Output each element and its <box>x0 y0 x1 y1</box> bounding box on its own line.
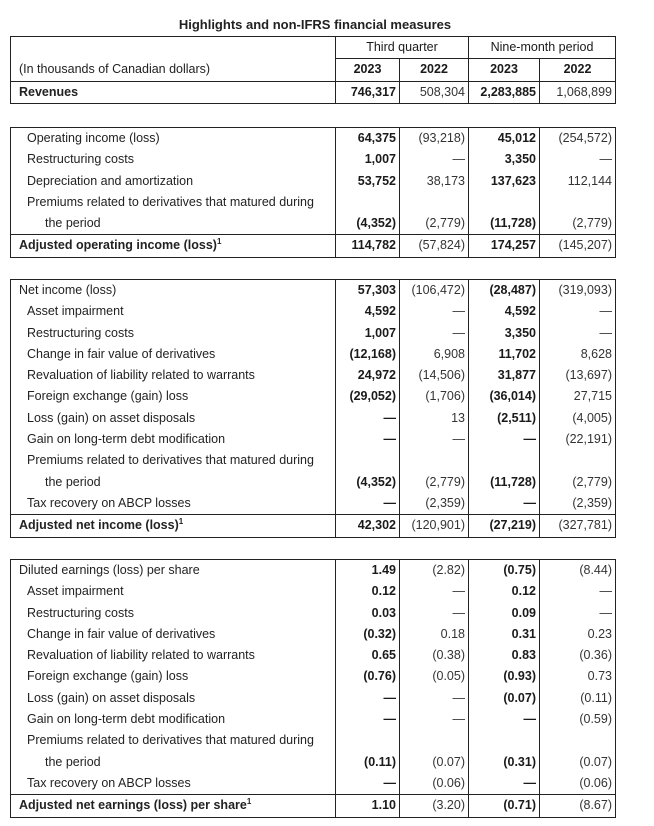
value-cell: — <box>336 773 400 795</box>
header-empty-cell <box>11 37 336 59</box>
value-cell: — <box>400 301 469 322</box>
row-label: Premiums related to derivatives that matured during <box>11 450 336 471</box>
net-income-table <box>10 279 616 538</box>
value-cell: (2,359) <box>400 493 469 515</box>
table-row <box>11 344 616 365</box>
table-row <box>11 581 616 602</box>
value-cell: — <box>400 429 469 450</box>
value-cell: 31,877 <box>469 365 540 386</box>
value-cell: (319,093) <box>540 280 616 302</box>
value-cell: — <box>540 149 616 170</box>
value-cell: 0.12 <box>469 581 540 602</box>
row-label: Operating income (loss) <box>11 128 336 150</box>
total-label <box>11 515 336 537</box>
value-cell <box>469 450 540 471</box>
value-cell: — <box>336 493 400 515</box>
value-cell: — <box>469 773 540 795</box>
value-cell: (0.11) <box>336 752 400 773</box>
value-cell: — <box>336 408 400 429</box>
row-label: the period <box>11 472 336 493</box>
table-row <box>11 450 616 471</box>
value-cell: (0.06) <box>400 773 469 795</box>
value-cell: (0.07) <box>400 752 469 773</box>
value-cell: — <box>469 493 540 515</box>
header-row-years <box>11 59 616 81</box>
value-cell: (28,487) <box>469 280 540 302</box>
value-cell: 57,303 <box>336 280 400 302</box>
value-cell: (4,352) <box>336 472 400 493</box>
table-row <box>11 192 616 213</box>
value-cell: (2,779) <box>400 213 469 235</box>
value-cell: 112,144 <box>540 171 616 192</box>
value-cell: (145,207) <box>540 235 616 257</box>
table-row <box>11 386 616 407</box>
year-header: 2022 <box>540 59 616 81</box>
row-label: Restructuring costs <box>11 323 336 344</box>
value-cell: 3,350 <box>469 323 540 344</box>
value-cell: (22,191) <box>540 429 616 450</box>
value-cell <box>336 192 400 213</box>
table-row <box>11 493 616 515</box>
value-cell: (4,005) <box>540 408 616 429</box>
eps-table <box>10 559 616 818</box>
table-row <box>11 280 616 302</box>
value-cell <box>469 730 540 751</box>
value-cell: (4,352) <box>336 213 400 235</box>
row-label: Foreign exchange (gain) loss <box>11 666 336 687</box>
value-cell <box>336 450 400 471</box>
value-cell: (2.82) <box>400 560 469 582</box>
value-cell: (0.07) <box>540 752 616 773</box>
table-row <box>11 709 616 730</box>
value-cell: (0.11) <box>540 688 616 709</box>
value-cell: — <box>540 603 616 624</box>
row-label: Asset impairment <box>11 581 336 602</box>
value-cell: (11,728) <box>469 472 540 493</box>
value-cell: (0.71) <box>469 795 540 817</box>
value-cell: 0.31 <box>469 624 540 645</box>
row-label: Asset impairment <box>11 301 336 322</box>
row-label: Restructuring costs <box>11 603 336 624</box>
row-label: Gain on long-term debt modification <box>11 429 336 450</box>
year-header: 2023 <box>336 59 400 81</box>
year-header: 2022 <box>400 59 469 81</box>
table-row <box>11 408 616 429</box>
value-cell: (36,014) <box>469 386 540 407</box>
value-cell: 53,752 <box>336 171 400 192</box>
value-cell: (29,052) <box>336 386 400 407</box>
value-cell: (14,506) <box>400 365 469 386</box>
header-row-groups <box>11 37 616 59</box>
value-cell: 0.12 <box>336 581 400 602</box>
value-cell: (1,706) <box>400 386 469 407</box>
total-label-text: Adjusted operating income (loss) <box>19 238 217 253</box>
row-label: the period <box>11 752 336 773</box>
total-label-text: Adjusted net earnings (loss) per share <box>19 798 247 813</box>
value-cell: 0.09 <box>469 603 540 624</box>
row-label: Tax recovery on ABCP losses <box>11 773 336 795</box>
value-cell <box>540 730 616 751</box>
value-cell: (0.32) <box>336 624 400 645</box>
table-row <box>11 472 616 493</box>
table-row <box>11 171 616 192</box>
group-header-nine-month: Nine-month period <box>469 37 616 59</box>
value-cell <box>540 450 616 471</box>
value-cell: (93,218) <box>400 128 469 150</box>
total-label-text: Adjusted net income (loss) <box>19 518 179 533</box>
value-cell: — <box>336 709 400 730</box>
value-cell: (0.06) <box>540 773 616 795</box>
value-cell: (0.05) <box>400 666 469 687</box>
value-cell: (57,824) <box>400 235 469 257</box>
total-row <box>11 515 616 537</box>
value-cell: (8.44) <box>540 560 616 582</box>
value-cell <box>336 730 400 751</box>
value-cell: 746,317 <box>336 81 400 103</box>
table-row <box>11 752 616 773</box>
value-cell: — <box>540 323 616 344</box>
value-cell: (0.75) <box>469 560 540 582</box>
value-cell <box>540 192 616 213</box>
table-row <box>11 365 616 386</box>
value-cell <box>469 192 540 213</box>
row-label: Loss (gain) on asset disposals <box>11 688 336 709</box>
value-cell: (0.93) <box>469 666 540 687</box>
value-cell: 114,782 <box>336 235 400 257</box>
table-title: Highlights and non-IFRS financial measures <box>178 17 452 32</box>
value-cell: 0.65 <box>336 645 400 666</box>
table-row <box>11 688 616 709</box>
row-label: Change in fair value of derivatives <box>11 344 336 365</box>
row-label: Revenues <box>11 81 336 103</box>
value-cell: 11,702 <box>469 344 540 365</box>
value-cell: 1,007 <box>336 149 400 170</box>
year-header: 2023 <box>469 59 540 81</box>
value-cell: — <box>540 301 616 322</box>
value-cell: (120,901) <box>400 515 469 537</box>
value-cell: (2,359) <box>540 493 616 515</box>
value-cell: 24,972 <box>336 365 400 386</box>
unit-label: (In thousands of Canadian dollars) <box>11 59 336 81</box>
value-cell: 64,375 <box>336 128 400 150</box>
value-cell: (2,779) <box>540 213 616 235</box>
row-label: Foreign exchange (gain) loss <box>11 386 336 407</box>
value-cell: 3,350 <box>469 149 540 170</box>
value-cell: — <box>336 688 400 709</box>
table-row <box>11 603 616 624</box>
value-cell: 0.18 <box>400 624 469 645</box>
value-cell: (2,779) <box>400 472 469 493</box>
value-cell: 508,304 <box>400 81 469 103</box>
value-cell: 27,715 <box>540 386 616 407</box>
value-cell: (0.31) <box>469 752 540 773</box>
value-cell: 4,592 <box>336 301 400 322</box>
value-cell: (13,697) <box>540 365 616 386</box>
value-cell <box>400 192 469 213</box>
table-row <box>11 560 616 582</box>
row-label: Revaluation of liability related to warrants <box>11 365 336 386</box>
row-label: Loss (gain) on asset disposals <box>11 408 336 429</box>
value-cell: 1.10 <box>336 795 400 817</box>
revenues-row <box>11 81 616 103</box>
table-row <box>11 666 616 687</box>
table-row <box>11 773 616 795</box>
row-label: Net income (loss) <box>11 280 336 302</box>
value-cell: — <box>540 581 616 602</box>
value-cell: — <box>469 429 540 450</box>
value-cell: (327,781) <box>540 515 616 537</box>
row-label: Tax recovery on ABCP losses <box>11 493 336 515</box>
total-row <box>11 235 616 257</box>
value-cell: (0.76) <box>336 666 400 687</box>
value-cell: 8,628 <box>540 344 616 365</box>
table-row <box>11 323 616 344</box>
value-cell: 137,623 <box>469 171 540 192</box>
row-label: Revaluation of liability related to warrants <box>11 645 336 666</box>
value-cell <box>400 450 469 471</box>
value-cell: — <box>469 709 540 730</box>
value-cell: 6,908 <box>400 344 469 365</box>
value-cell: (0.36) <box>540 645 616 666</box>
row-label: Premiums related to derivatives that matured during <box>11 730 336 751</box>
value-cell: (254,572) <box>540 128 616 150</box>
total-row <box>11 795 616 817</box>
footnote-marker: 1 <box>216 237 222 247</box>
value-cell: 2,283,885 <box>469 81 540 103</box>
footnote-marker: 1 <box>178 517 184 527</box>
value-cell: 0.03 <box>336 603 400 624</box>
value-cell: 174,257 <box>469 235 540 257</box>
header-revenue-table <box>10 36 616 104</box>
row-label: Diluted earnings (loss) per share <box>11 560 336 582</box>
group-header-third-quarter: Third quarter <box>336 37 469 59</box>
table-row <box>11 624 616 645</box>
value-cell: — <box>400 603 469 624</box>
value-cell: (0.38) <box>400 645 469 666</box>
table-row <box>11 730 616 751</box>
value-cell: (27,219) <box>469 515 540 537</box>
value-cell: 0.83 <box>469 645 540 666</box>
value-cell: — <box>400 323 469 344</box>
value-cell: 4,592 <box>469 301 540 322</box>
table-row <box>11 213 616 235</box>
value-cell: (0.07) <box>469 688 540 709</box>
row-label: Depreciation and amortization <box>11 171 336 192</box>
value-cell: (11,728) <box>469 213 540 235</box>
value-cell: (106,472) <box>400 280 469 302</box>
value-cell: (2,511) <box>469 408 540 429</box>
row-label: the period <box>11 213 336 235</box>
row-label: Premiums related to derivatives that matured during <box>11 192 336 213</box>
table-row <box>11 301 616 322</box>
table-row <box>11 128 616 150</box>
value-cell: 0.23 <box>540 624 616 645</box>
table-row <box>11 429 616 450</box>
value-cell: (12,168) <box>336 344 400 365</box>
total-label <box>11 795 336 817</box>
value-cell: 1.49 <box>336 560 400 582</box>
value-cell: 45,012 <box>469 128 540 150</box>
value-cell: — <box>400 149 469 170</box>
value-cell: — <box>400 581 469 602</box>
value-cell: — <box>400 709 469 730</box>
value-cell: 1,068,899 <box>540 81 616 103</box>
value-cell <box>400 730 469 751</box>
value-cell: (0.59) <box>540 709 616 730</box>
value-cell: (8.67) <box>540 795 616 817</box>
value-cell: (3.20) <box>400 795 469 817</box>
operating-income-table <box>10 127 616 258</box>
value-cell: 38,173 <box>400 171 469 192</box>
row-label: Gain on long-term debt modification <box>11 709 336 730</box>
value-cell: 0.73 <box>540 666 616 687</box>
table-row <box>11 149 616 170</box>
row-label: Change in fair value of derivatives <box>11 624 336 645</box>
value-cell: 42,302 <box>336 515 400 537</box>
value-cell: (2,779) <box>540 472 616 493</box>
row-label: Restructuring costs <box>11 149 336 170</box>
value-cell: — <box>336 429 400 450</box>
value-cell: 1,007 <box>336 323 400 344</box>
total-label <box>11 235 336 257</box>
value-cell: 13 <box>400 408 469 429</box>
table-row <box>11 645 616 666</box>
footnote-marker: 1 <box>246 797 252 807</box>
value-cell: — <box>400 688 469 709</box>
